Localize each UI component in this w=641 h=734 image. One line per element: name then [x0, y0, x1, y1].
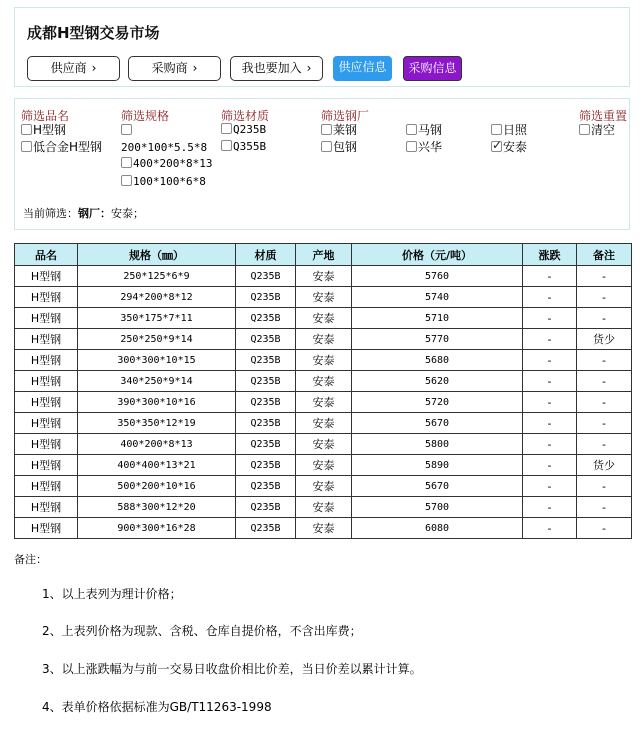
cell-material: Q235B: [236, 455, 296, 476]
table-row: [15, 476, 632, 497]
page-title: 成都H型钢交易市场: [27, 24, 160, 42]
cell-remark: -: [577, 392, 632, 413]
cell-spec: 294*200*8*12: [78, 287, 236, 308]
cell-price: 5670: [352, 413, 523, 434]
table-row: [15, 308, 632, 329]
cell-change: -: [523, 287, 577, 308]
filter-option-spec[interactable]: [121, 157, 212, 171]
cell-change: -: [523, 455, 577, 476]
filter-material-heading: 筛选材质: [221, 109, 270, 123]
cell-spec: 400*200*8*13: [78, 434, 236, 455]
cell-product: H型钢: [15, 518, 78, 539]
filter-option-mill[interactable]: [491, 140, 527, 154]
filter-option-spec[interactable]: [121, 141, 207, 155]
cell-price: 5770: [352, 329, 523, 350]
option-label: Q235B: [233, 123, 267, 136]
cell-change: -: [523, 497, 577, 518]
checkbox[interactable]: [21, 141, 32, 152]
cell-spec: 390*300*10*16: [78, 392, 236, 413]
current-filter-key: 钢厂：: [78, 207, 111, 220]
checkbox[interactable]: [321, 124, 332, 135]
cell-remark: 货少: [577, 455, 632, 476]
cell-origin: 安泰: [296, 329, 352, 350]
cell-origin: 安泰: [296, 266, 352, 287]
cell-remark: -: [577, 434, 632, 455]
checkbox[interactable]: [406, 141, 417, 152]
note-item: 1、以上表列为理计价格；: [42, 587, 182, 601]
option-label: 400*200*8*13: [133, 157, 213, 170]
cell-spec: 350*350*12*19: [78, 413, 236, 434]
cell-spec: 250*125*6*9: [78, 266, 236, 287]
cell-product: H型钢: [15, 497, 78, 518]
col-header-material: 材质: [236, 244, 296, 266]
checkbox[interactable]: [406, 124, 417, 135]
option-label: Q355B: [233, 140, 267, 153]
table-row: [15, 392, 632, 413]
col-header-price: 价格（元/吨）: [352, 244, 523, 266]
cell-change: -: [523, 434, 577, 455]
cell-price: 5700: [352, 497, 523, 518]
price-table: [14, 243, 632, 539]
cell-origin: 安泰: [296, 518, 352, 539]
checkbox[interactable]: [121, 157, 132, 168]
cell-change: -: [523, 308, 577, 329]
filter-option-mill[interactable]: [406, 140, 442, 154]
cell-product: H型钢: [15, 308, 78, 329]
cell-spec: 400*400*13*21: [78, 455, 236, 476]
option-label: 莱钢: [333, 123, 358, 137]
cell-remark: -: [577, 476, 632, 497]
market-header: [14, 7, 630, 87]
supply-info-button[interactable]: [333, 56, 392, 81]
chevron-right-icon: ›: [91, 61, 97, 75]
purchase-info-button[interactable]: [403, 56, 462, 81]
col-header-origin: 产地: [296, 244, 352, 266]
cell-price: 5800: [352, 434, 523, 455]
note-item: 2、上表列价格为现款、含税、仓库自提价格，不含出库费；: [42, 624, 362, 638]
cell-spec: 340*250*9*14: [78, 371, 236, 392]
note-item: 4、表单价格依据标准为GB/T11263-1998: [42, 700, 272, 714]
join-button[interactable]: [230, 56, 323, 81]
cell-price: 5710: [352, 308, 523, 329]
filter-option-product[interactable]: [21, 140, 102, 154]
cell-material: Q235B: [236, 371, 296, 392]
cell-product: H型钢: [15, 329, 78, 350]
note-item: 3、以上涨跌幅为与前一交易日收盘价相比价差，当日价差以累计计算。: [42, 662, 422, 676]
option-label: H型钢: [33, 123, 67, 137]
current-filter-label: 当前筛选：: [23, 207, 78, 220]
cell-origin: 安泰: [296, 413, 352, 434]
cell-material: Q235B: [236, 413, 296, 434]
cell-origin: 安泰: [296, 497, 352, 518]
table-row: [15, 329, 632, 350]
cell-material: Q235B: [236, 476, 296, 497]
cell-product: H型钢: [15, 476, 78, 497]
option-label: 安泰: [503, 140, 528, 154]
cell-product: H型钢: [15, 413, 78, 434]
cell-remark: -: [577, 518, 632, 539]
cell-price: 5680: [352, 350, 523, 371]
cell-spec: 300*300*10*15: [78, 350, 236, 371]
cell-price: 5620: [352, 371, 523, 392]
cell-change: -: [523, 266, 577, 287]
supplier-button[interactable]: [27, 56, 120, 81]
filter-option-mill[interactable]: [321, 123, 357, 137]
option-label: 包钢: [333, 140, 358, 154]
filter-option-material[interactable]: [221, 123, 266, 137]
table-row: [15, 287, 632, 308]
cell-remark: 货少: [577, 329, 632, 350]
filter-reset[interactable]: [579, 123, 615, 137]
cell-remark: -: [577, 497, 632, 518]
table-row: [15, 413, 632, 434]
reset-label: 清空: [591, 123, 616, 137]
cell-spec: 350*175*7*11: [78, 308, 236, 329]
table-row: [15, 518, 632, 539]
chevron-right-icon: ›: [192, 61, 198, 75]
cell-product: H型钢: [15, 392, 78, 413]
cell-material: Q235B: [236, 266, 296, 287]
filter-option-mill[interactable]: [406, 123, 442, 137]
table-row: [15, 497, 632, 518]
filter-spec-heading: 筛选规格: [121, 109, 170, 123]
cell-spec: 900*300*16*28: [78, 518, 236, 539]
cell-product: H型钢: [15, 371, 78, 392]
option-label: 200*100*5.5*8: [121, 141, 208, 154]
cell-spec: 588*300*12*20: [78, 497, 236, 518]
cell-product: H型钢: [15, 287, 78, 308]
filter-option-spec[interactable]: [121, 175, 206, 189]
current-filter: [23, 205, 144, 221]
cell-product: H型钢: [15, 434, 78, 455]
cell-remark: -: [577, 350, 632, 371]
cell-spec: 500*200*10*16: [78, 476, 236, 497]
table-body: [15, 266, 632, 539]
cell-origin: 安泰: [296, 350, 352, 371]
cell-change: -: [523, 329, 577, 350]
table-header-row: [15, 244, 632, 266]
option-label: 100*100*6*8: [133, 175, 206, 188]
option-label: 兴华: [418, 140, 443, 154]
table-row: [15, 266, 632, 287]
cell-remark: -: [577, 308, 632, 329]
cell-product: H型钢: [15, 266, 78, 287]
cell-change: -: [523, 350, 577, 371]
notes-label: 备注：: [14, 553, 47, 566]
purchase-info-label: 采购信息: [408, 61, 457, 75]
cell-origin: 安泰: [296, 434, 352, 455]
filter-mill-heading: 筛选钢厂: [321, 109, 370, 123]
table-row: [15, 455, 632, 476]
cell-origin: 安泰: [296, 287, 352, 308]
filter-option-product[interactable]: [21, 123, 66, 137]
table-row: [15, 371, 632, 392]
cell-change: -: [523, 371, 577, 392]
cell-product: H型钢: [15, 455, 78, 476]
cell-material: Q235B: [236, 329, 296, 350]
cell-origin: 安泰: [296, 476, 352, 497]
cell-change: -: [523, 413, 577, 434]
filter-option-mill[interactable]: [321, 140, 357, 154]
checkbox[interactable]: [491, 124, 502, 135]
cell-material: Q235B: [236, 308, 296, 329]
table-row: [15, 350, 632, 371]
filter-panel: [14, 98, 630, 230]
buyer-button[interactable]: [128, 56, 221, 81]
cell-origin: 安泰: [296, 371, 352, 392]
cell-origin: 安泰: [296, 392, 352, 413]
col-header-product: 品名: [15, 244, 78, 266]
col-header-spec: 规格（㎜）: [78, 244, 236, 266]
cell-spec: 250*250*9*14: [78, 329, 236, 350]
filter-reset-heading: 筛选重置: [579, 109, 628, 123]
option-label: 马钢: [418, 123, 443, 137]
filter-option-spec[interactable]: [121, 123, 133, 137]
cell-material: Q235B: [236, 392, 296, 413]
filter-option-mill[interactable]: [491, 123, 527, 137]
cell-product: H型钢: [15, 350, 78, 371]
table-row: [15, 434, 632, 455]
option-label: 日照: [503, 123, 528, 137]
cell-material: Q235B: [236, 518, 296, 539]
cell-change: -: [523, 476, 577, 497]
current-filter-value: 安泰；: [111, 207, 144, 220]
cell-price: 6080: [352, 518, 523, 539]
cell-price: 5720: [352, 392, 523, 413]
filter-product-heading: 筛选品名: [21, 109, 70, 123]
cell-material: Q235B: [236, 350, 296, 371]
checkbox[interactable]: [221, 140, 232, 151]
cell-remark: -: [577, 266, 632, 287]
buyer-button-label: 采购商: [151, 61, 188, 75]
checkbox[interactable]: [121, 124, 132, 135]
cell-remark: -: [577, 287, 632, 308]
cell-price: 5890: [352, 455, 523, 476]
cell-price: 5740: [352, 287, 523, 308]
checkbox-checked[interactable]: [491, 141, 502, 152]
cell-change: -: [523, 518, 577, 539]
cell-change: -: [523, 392, 577, 413]
cell-remark: -: [577, 413, 632, 434]
cell-price: 5670: [352, 476, 523, 497]
cell-remark: -: [577, 371, 632, 392]
checkbox[interactable]: [321, 141, 332, 152]
chevron-right-icon: ›: [306, 61, 312, 75]
filter-option-material[interactable]: [221, 140, 266, 154]
supplier-button-label: 供应商: [50, 61, 87, 75]
checkbox[interactable]: [579, 124, 590, 135]
checkbox[interactable]: [221, 123, 232, 134]
checkbox[interactable]: [121, 175, 132, 186]
cell-material: Q235B: [236, 434, 296, 455]
cell-origin: 安泰: [296, 455, 352, 476]
join-button-label: 我也要加入: [241, 61, 302, 75]
cell-price: 5760: [352, 266, 523, 287]
col-header-change: 涨跌: [523, 244, 577, 266]
supply-info-label: 供应信息: [338, 60, 387, 74]
cell-origin: 安泰: [296, 308, 352, 329]
checkbox[interactable]: [21, 124, 32, 135]
cell-material: Q235B: [236, 497, 296, 518]
col-header-remark: 备注: [577, 244, 632, 266]
option-label: 低合金H型钢: [33, 140, 103, 154]
cell-material: Q235B: [236, 287, 296, 308]
